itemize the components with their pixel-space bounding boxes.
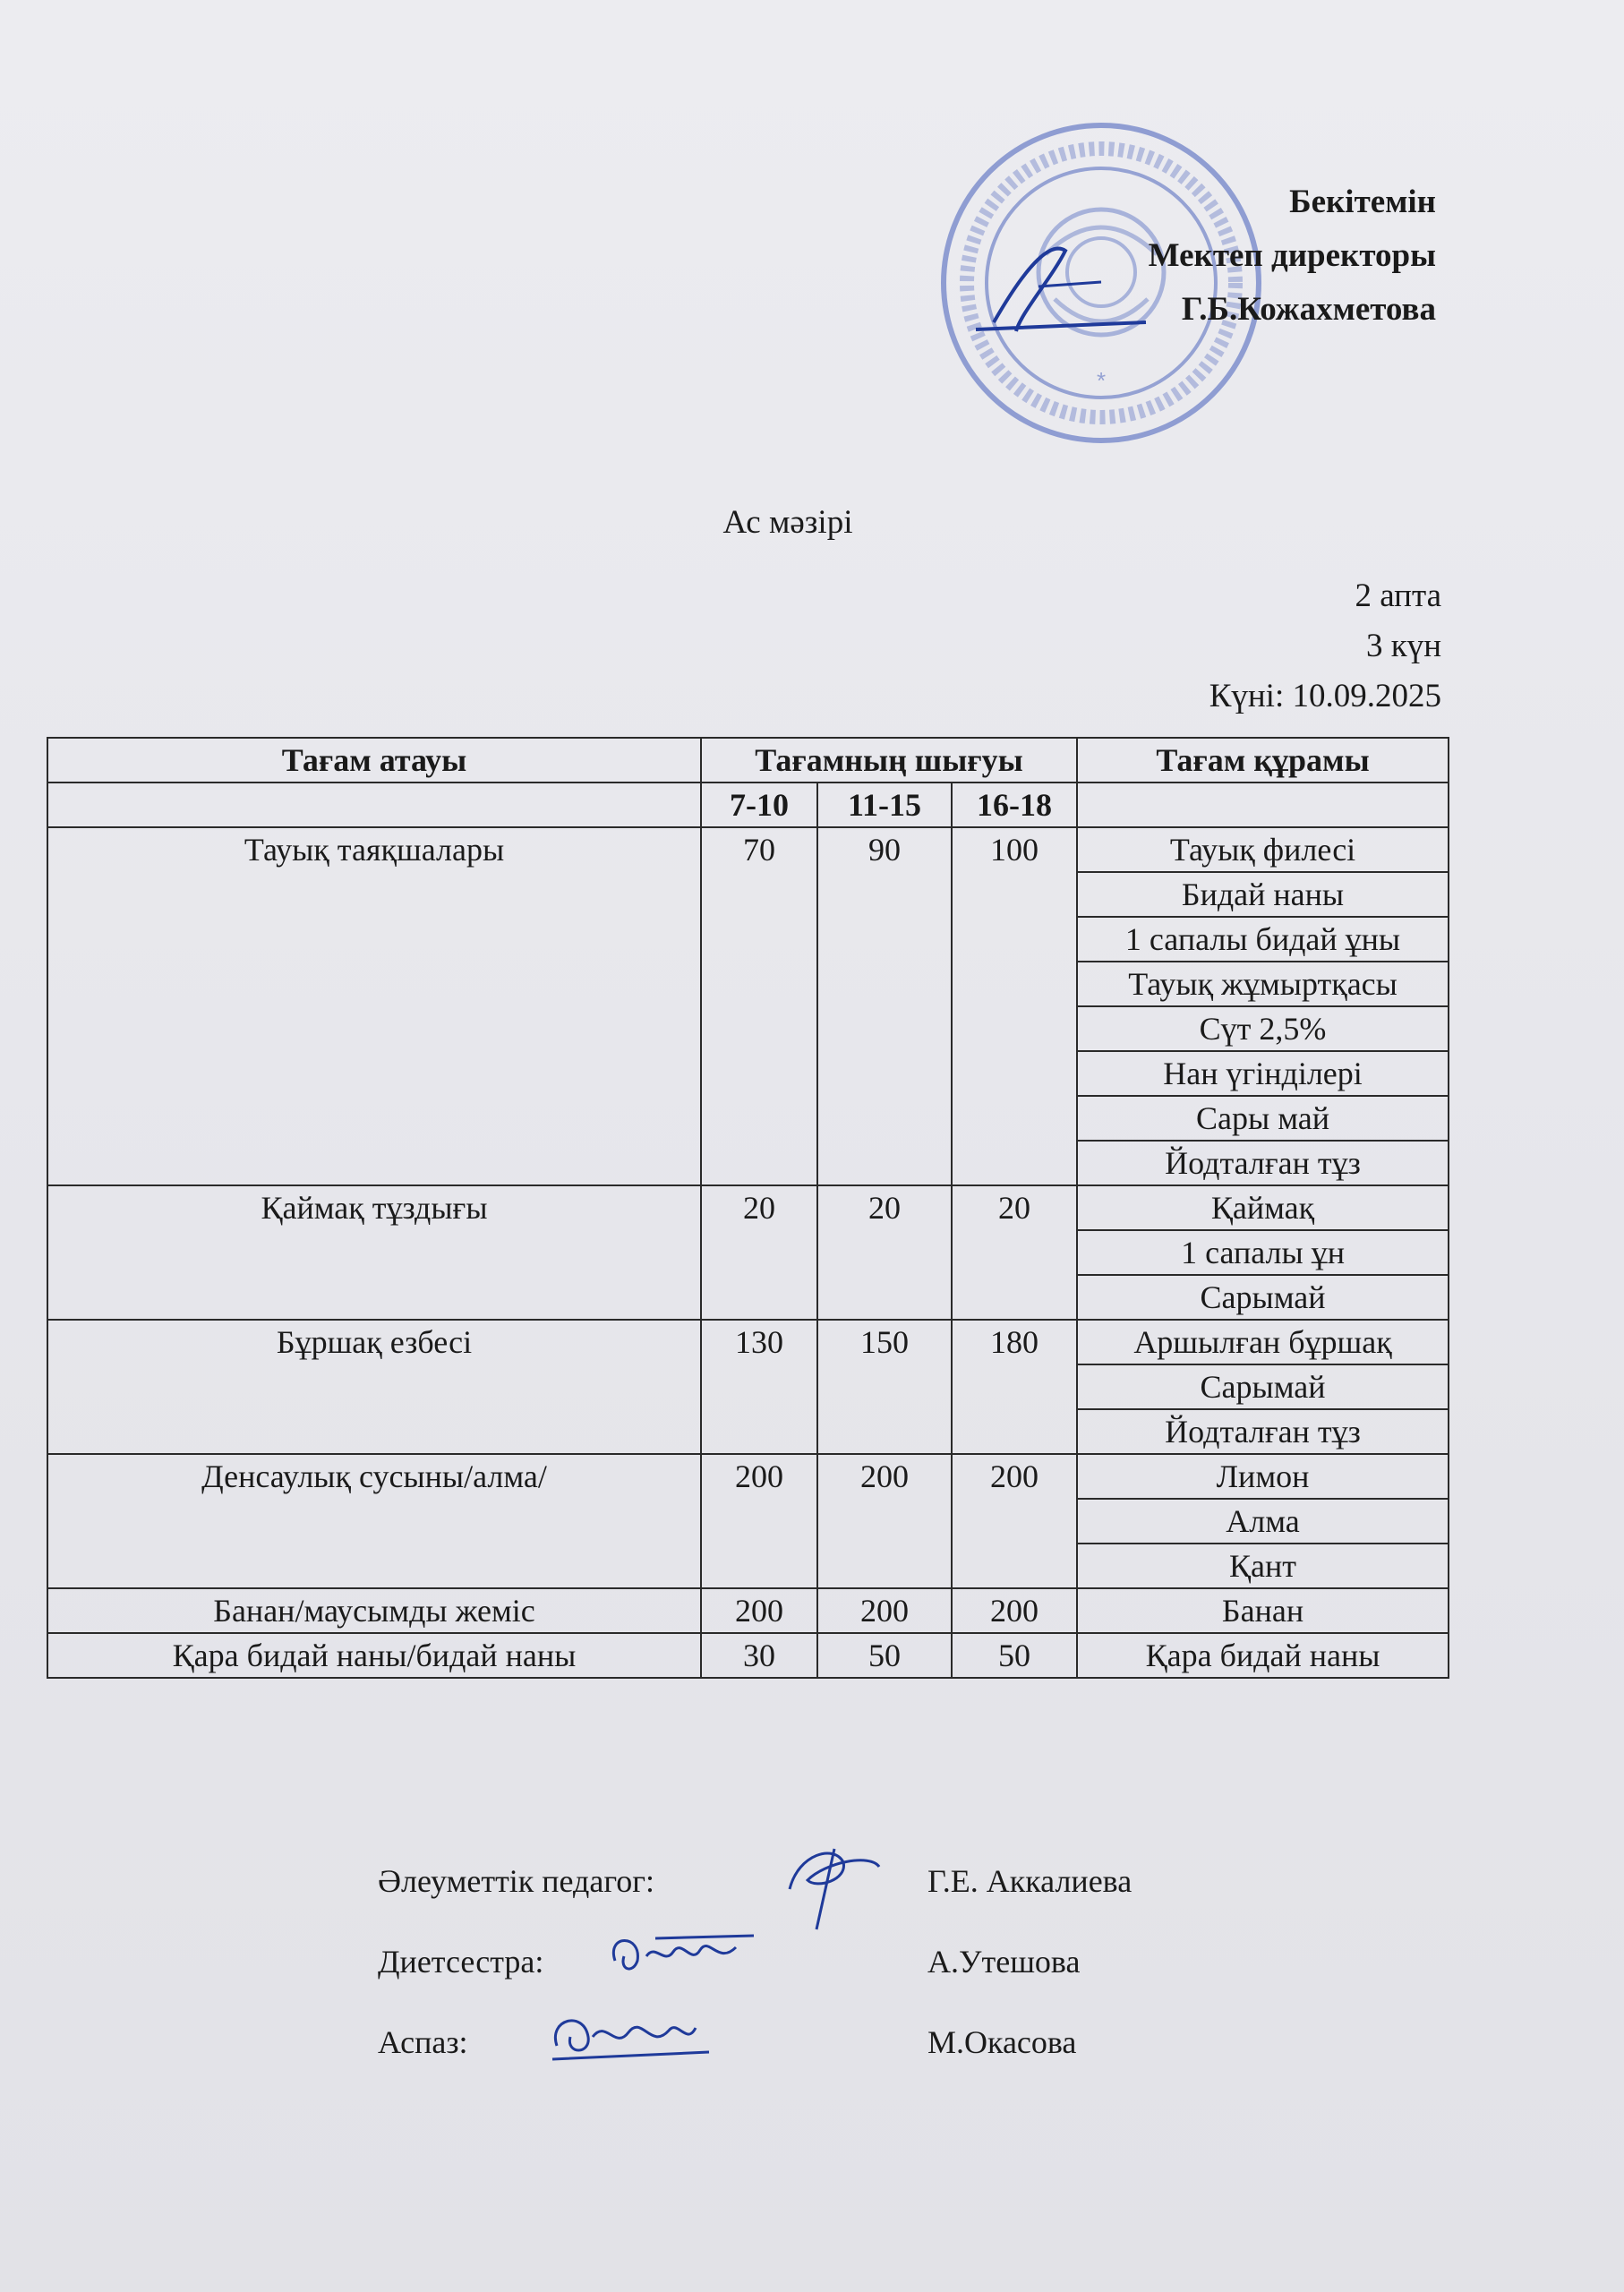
menu-meta (1209, 571, 1441, 722)
signature-role: Аспаз: (378, 2024, 468, 2060)
signature-row (378, 2023, 1273, 2104)
portion-11-15-cell: 150 (817, 1320, 952, 1454)
portion-7-10-cell: 30 (701, 1633, 817, 1678)
ingredient-cell: Аршылған бұршақ (1077, 1320, 1449, 1364)
ingredient-cell: Қант (1077, 1544, 1449, 1588)
signature-role: Әлеуметтік педагог: (378, 1863, 654, 1899)
ingredient-cell: Алма (1077, 1499, 1449, 1544)
portion-16-18-cell: 20 (952, 1185, 1077, 1320)
portion-11-15-cell: 200 (817, 1588, 952, 1633)
table-row (47, 1633, 1449, 1678)
signature-name: А.Утешова (927, 1944, 1081, 1980)
week-label: 2 апта (1355, 577, 1441, 614)
age-empty-cell (1077, 783, 1449, 827)
signature-scribble (602, 1916, 763, 1997)
age-empty-cell (47, 783, 701, 827)
dish-name-cell: Қара бидай наны/бидай наны (47, 1633, 701, 1678)
day-label: 3 күн (1365, 628, 1441, 664)
table-age-row (47, 783, 1449, 827)
ingredient-cell: Нан үгінділері (1077, 1051, 1449, 1096)
portion-11-15-cell: 20 (817, 1185, 952, 1320)
document-title: Ас мәзірі (722, 504, 853, 541)
age-group-2: 11-15 (817, 783, 952, 827)
table-row (47, 1320, 1449, 1364)
header-composition: Тағам құрамы (1077, 738, 1449, 783)
menu-table (47, 737, 1449, 1679)
ingredient-cell: Сарымай (1077, 1364, 1449, 1409)
signature-name: Г.Е. Аккалиева (927, 1863, 1133, 1899)
ingredient-cell: 1 сапалы ұн (1077, 1230, 1449, 1275)
approval-director-name: Г.Б.Кожахметова (1181, 291, 1436, 328)
portion-16-18-cell: 180 (952, 1320, 1077, 1454)
director-signature (967, 233, 1155, 340)
ingredient-cell: Сарымай (1077, 1275, 1449, 1320)
svg-text:*: * (1096, 367, 1107, 394)
ingredient-cell: Йодталған тұз (1077, 1409, 1449, 1454)
dish-name-cell: Қаймақ тұздығы (47, 1185, 701, 1320)
ingredient-cell: Сары май (1077, 1096, 1449, 1141)
signature-row (378, 1862, 1273, 1943)
portion-16-18-cell: 100 (952, 827, 1077, 1185)
ingredient-cell: Банан (1077, 1588, 1449, 1633)
portion-7-10-cell: 130 (701, 1320, 817, 1454)
table-row (47, 1185, 1449, 1230)
approval-position: Мектеп директоры (1148, 237, 1436, 274)
menu-table-body (47, 827, 1449, 1678)
signature-name: М.Окасова (927, 2024, 1077, 2060)
table-row (47, 827, 1449, 872)
portion-11-15-cell: 50 (817, 1633, 952, 1678)
signature-role: Диетсестра: (378, 1944, 544, 1980)
portion-16-18-cell: 200 (952, 1588, 1077, 1633)
portion-7-10-cell: 70 (701, 827, 817, 1185)
dish-name-cell: Банан/маусымды жеміс (47, 1588, 701, 1633)
ingredient-cell: Қаймақ (1077, 1185, 1449, 1230)
date-label: Күні: 10.09.2025 (1209, 678, 1441, 714)
header-dish-name: Тағам атауы (47, 738, 701, 783)
ingredient-cell: Тауық жұмыртқасы (1077, 962, 1449, 1006)
approval-heading: Бекітемін (1289, 184, 1436, 220)
portion-11-15-cell: 90 (817, 827, 952, 1185)
table-row (47, 1588, 1449, 1633)
age-group-1: 7-10 (701, 783, 817, 827)
portion-16-18-cell: 50 (952, 1633, 1077, 1678)
portion-7-10-cell: 200 (701, 1588, 817, 1633)
dish-name-cell: Денсаулық сусыны/алма/ (47, 1454, 701, 1588)
ingredient-cell: Лимон (1077, 1454, 1449, 1499)
ingredient-cell: Қара бидай наны (1077, 1633, 1449, 1678)
table-header-row (47, 738, 1449, 783)
table-row (47, 1454, 1449, 1499)
age-group-3: 16-18 (952, 783, 1077, 827)
signature-scribble (772, 1835, 888, 1934)
portion-11-15-cell: 200 (817, 1454, 952, 1588)
header-yield: Тағамның шығуы (701, 738, 1077, 783)
portion-7-10-cell: 200 (701, 1454, 817, 1588)
ingredient-cell: Йодталған тұз (1077, 1141, 1449, 1185)
dish-name-cell: Бұршақ езбесі (47, 1320, 701, 1454)
signature-row (378, 1943, 1273, 2023)
ingredient-cell: Бидай наны (1077, 872, 1449, 917)
ingredient-cell: Тауық филесі (1077, 827, 1449, 872)
ingredient-cell: Сүт 2,5% (1077, 1006, 1449, 1051)
dish-name-cell: Тауық таяқшалары (47, 827, 701, 1185)
portion-16-18-cell: 200 (952, 1454, 1077, 1588)
signature-scribble (539, 1997, 718, 2077)
portion-7-10-cell: 20 (701, 1185, 817, 1320)
signatures-block (378, 1862, 1273, 2104)
ingredient-cell: 1 сапалы бидай ұны (1077, 917, 1449, 962)
approval-block (1149, 175, 1436, 337)
